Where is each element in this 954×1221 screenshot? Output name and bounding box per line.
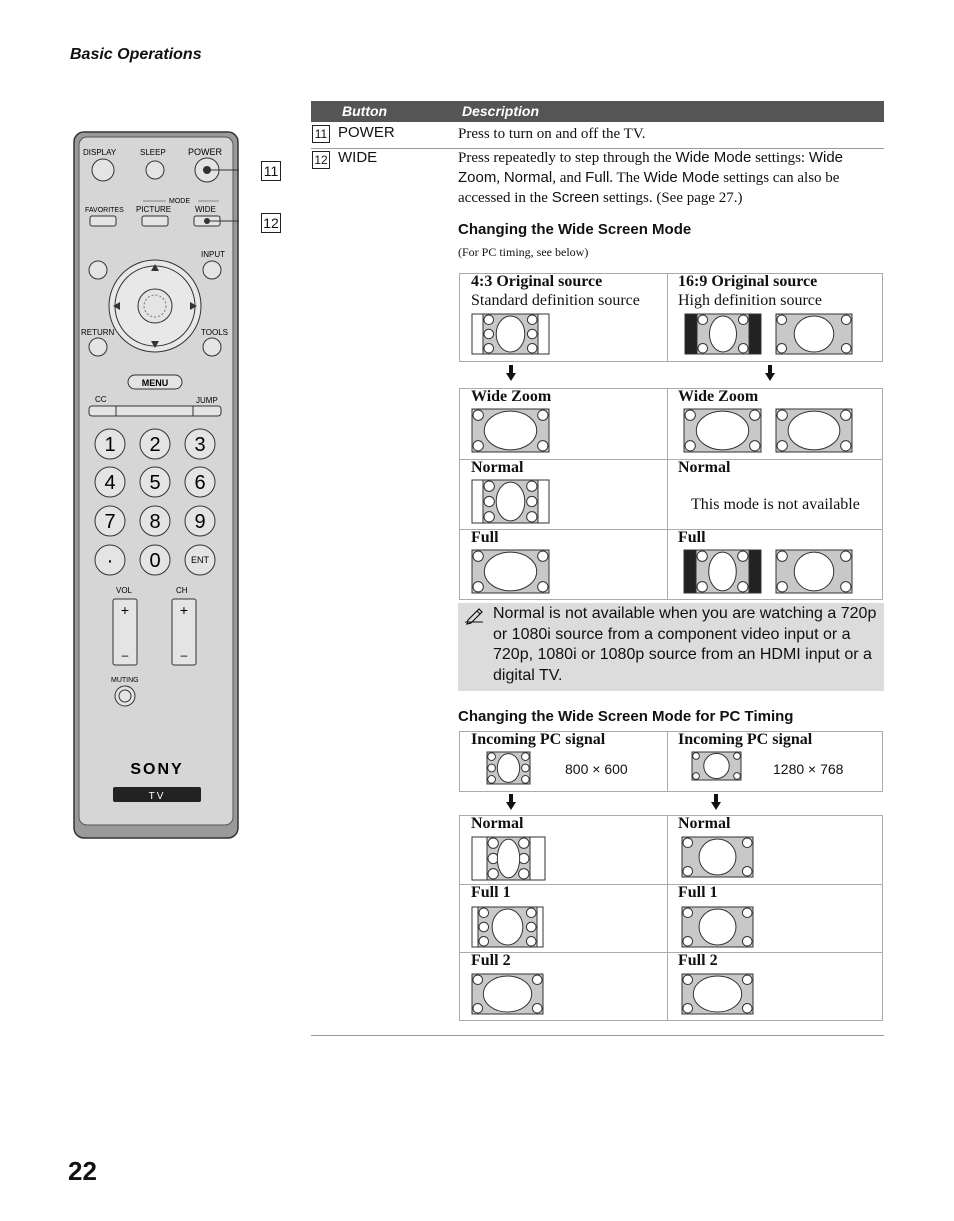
svg-text:·: ·	[106, 550, 114, 572]
wide-screen-heading: Changing the Wide Screen Mode	[458, 221, 692, 238]
sony-logo: SONY	[130, 761, 184, 778]
power-button-name: POWER	[338, 124, 395, 141]
pc-resolution-right: 1280 × 768	[773, 761, 844, 777]
pc-mode-right: Full 1	[678, 884, 718, 901]
pc-mode-left: Full 1	[471, 884, 511, 901]
row-number-11: 11	[312, 125, 330, 143]
pc-timing-heading: Changing the Wide Screen Mode for PC Timing	[458, 708, 794, 725]
screen-diagram	[472, 837, 545, 880]
picture-label: PICTURE	[136, 205, 172, 214]
svg-text:8: 8	[149, 511, 161, 533]
sleep-label: SLEEP	[140, 148, 166, 157]
callout-12: 12	[261, 213, 281, 233]
mode-label-right: Full	[678, 529, 706, 546]
pc-mode-right: Full 2	[678, 952, 718, 969]
screen-diagram	[776, 409, 852, 452]
screen-diagram	[684, 550, 761, 593]
mode-label-right: Wide Zoom	[678, 388, 759, 405]
screen-diagram	[684, 409, 761, 452]
screen-diagram	[682, 907, 753, 947]
svg-text:–: –	[121, 648, 129, 662]
cc-label: CC	[95, 395, 107, 404]
power-label: POWER	[188, 147, 223, 157]
description-column-header: Description	[462, 103, 540, 119]
tv-label: TV	[148, 791, 166, 802]
svg-text:9: 9	[194, 511, 206, 533]
page-number: 22	[68, 1156, 97, 1186]
screen-diagram	[682, 837, 753, 877]
svg-text:ENT: ENT	[191, 555, 209, 565]
ch-label: CH	[176, 586, 188, 595]
pc-timing-note: (For PC timing, see below)	[458, 245, 589, 259]
wide-label: WIDE	[195, 205, 216, 214]
menu-label: MENU	[141, 378, 169, 388]
screen-diagram	[472, 550, 549, 593]
pc-mode-left: Full 2	[471, 952, 511, 969]
screen-diagram	[472, 409, 549, 452]
source-43-subtitle: Standard definition source	[471, 292, 640, 309]
svg-text:6: 6	[194, 472, 206, 494]
mode-label: MODE	[169, 198, 190, 205]
mode-label-left: Wide Zoom	[471, 388, 552, 405]
source-43-title: 4:3 Original source	[471, 273, 603, 290]
screen-diagram	[685, 314, 761, 354]
screen-diagram	[776, 314, 852, 354]
svg-text:1: 1	[104, 434, 116, 456]
vol-label: VOL	[116, 586, 133, 595]
mode-label-left: Full	[471, 529, 499, 546]
svg-text:7: 7	[104, 511, 116, 533]
wide-description: Press repeatedly to step through the Wide Mode settings: Wide Zoom, Normal, and Full. The Wide Mode settings can also be accessed in the Screen settings. (See page 27.)	[458, 149, 844, 206]
screen-diagram	[682, 974, 753, 1014]
screen-diagram	[692, 752, 741, 780]
pc-signal-title-left: Incoming PC signal	[471, 731, 606, 748]
screen-diagram	[776, 550, 852, 593]
svg-text:4: 4	[104, 472, 116, 494]
input-label: INPUT	[201, 250, 225, 259]
svg-text:3: 3	[194, 434, 206, 456]
pc-signal-title-right: Incoming PC signal	[678, 731, 813, 748]
svg-text:2: 2	[149, 434, 161, 456]
svg-text:5: 5	[149, 472, 161, 494]
jump-label: JUMP	[196, 396, 218, 405]
svg-text:0: 0	[149, 550, 161, 572]
button-column-header: Button	[342, 103, 388, 119]
screen-diagram	[472, 907, 543, 947]
pc-mode-right: Normal	[678, 815, 731, 832]
mode-label-left: Normal	[471, 459, 524, 476]
screen-diagram	[472, 974, 543, 1014]
favorites-label: FAVORITES	[85, 207, 124, 214]
screen-diagram	[472, 314, 549, 354]
tip-text: Normal is not available when you are watching a 720p or 1080i source from a component video input or a 720p, 1080i or 1080p source from an HDMI input or a digital TV.	[493, 605, 877, 684]
tools-label: TOOLS	[201, 328, 228, 337]
wide-button-name: WIDE	[338, 149, 378, 166]
row-number-12: 12	[312, 151, 330, 169]
display-label: DISPLAY	[83, 148, 117, 157]
mode-unavailable-text: This mode is not available	[691, 496, 860, 513]
return-label: RETURN	[81, 328, 115, 337]
svg-text:+: +	[179, 602, 189, 618]
source-169-title: 16:9 Original source	[678, 273, 818, 290]
muting-label: MUTING	[111, 677, 139, 684]
pc-resolution-left: 800 × 600	[565, 761, 628, 777]
screen-diagram	[487, 752, 530, 784]
mode-label-right: Normal	[678, 459, 731, 476]
section-title: Basic Operations	[70, 46, 202, 63]
source-169-subtitle: High definition source	[678, 292, 822, 309]
screen-diagram	[472, 480, 549, 523]
pc-mode-left: Normal	[471, 815, 524, 832]
power-description: Press to turn on and off the TV.	[458, 126, 646, 142]
svg-text:+: +	[120, 602, 130, 618]
callout-11: 11	[261, 161, 281, 181]
svg-text:–: –	[180, 648, 188, 662]
